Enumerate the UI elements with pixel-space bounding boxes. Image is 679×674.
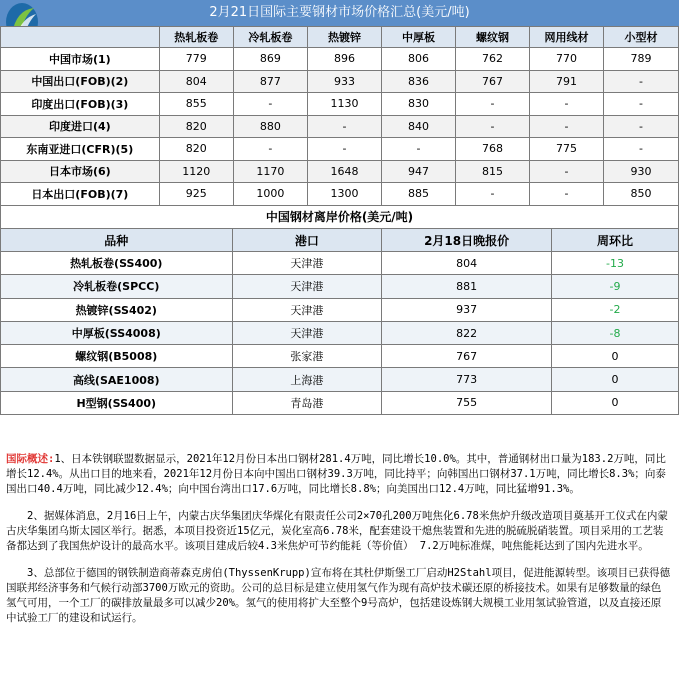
table-row bbox=[1, 298, 679, 321]
page-title: 2月21日国际主要钢材市场价格汇总(美元/吨) bbox=[209, 5, 470, 20]
price-cell: - bbox=[529, 160, 603, 183]
price-cell: - bbox=[456, 183, 530, 206]
price-cell: - bbox=[233, 93, 307, 116]
price-cell: 767 bbox=[456, 70, 530, 93]
quote-price: 881 bbox=[382, 275, 552, 298]
price-cell: 840 bbox=[382, 115, 456, 138]
price-cell: 947 bbox=[382, 160, 456, 183]
product-name: 螺纹钢(B5008) bbox=[1, 345, 233, 368]
product-name: 中厚板(SS4008) bbox=[1, 321, 233, 344]
column-header: 2月18日晚报价 bbox=[382, 229, 552, 252]
overview-paragraph-3 bbox=[6, 566, 671, 626]
price-cell: - bbox=[456, 93, 530, 116]
column-header: 热镀锌 bbox=[307, 27, 381, 48]
price-cell: 779 bbox=[159, 48, 233, 71]
column-header: 小型材 bbox=[603, 27, 678, 48]
market-overview bbox=[6, 452, 671, 638]
port: 天津港 bbox=[232, 252, 382, 275]
table-row bbox=[1, 252, 679, 275]
row-label: 印度出口(FOB)(3) bbox=[1, 93, 160, 116]
week-change: 0 bbox=[551, 391, 678, 414]
price-cell: 836 bbox=[382, 70, 456, 93]
column-header: 周环比 bbox=[551, 229, 678, 252]
row-label: 日本出口(FOB)(7) bbox=[1, 183, 160, 206]
column-header: 港口 bbox=[232, 229, 382, 252]
column-header: 螺纹钢 bbox=[456, 27, 530, 48]
quote-price: 822 bbox=[382, 321, 552, 344]
row-label: 中国出口(FOB)(2) bbox=[1, 70, 160, 93]
column-header: 冷轧板卷 bbox=[233, 27, 307, 48]
price-cell: 930 bbox=[603, 160, 678, 183]
week-change: -2 bbox=[551, 298, 678, 321]
port: 上海港 bbox=[232, 368, 382, 391]
price-cell: 791 bbox=[529, 70, 603, 93]
price-cell: 855 bbox=[159, 93, 233, 116]
offshore-price-section-title: 中国钢材离岸价格(美元/吨) bbox=[0, 206, 679, 228]
overview-paragraph-2 bbox=[6, 509, 671, 554]
price-cell: 762 bbox=[456, 48, 530, 71]
table-row bbox=[1, 115, 679, 138]
product-name: 热轧板卷(SS400) bbox=[1, 252, 233, 275]
column-header bbox=[1, 27, 160, 48]
price-cell: 1000 bbox=[233, 183, 307, 206]
price-cell: 1648 bbox=[307, 160, 381, 183]
product-name: H型钢(SS400) bbox=[1, 391, 233, 414]
overview-text-1: 1、日本铁钢联盟数据显示，2021年12月份日本出口钢材281.4万吨，同比增长10.0%。其中，普通钢材出口量为183.2万吨，同比增长12.4%。从出口目的地来看，2021年12月份日本向中国出口钢材39.3万吨，同比持平；向韩国出口钢材37.1万吨，同比增长8.3%；向泰国出口40.4万吨，同比减少12.4%；向中国台湾出口17.6万吨，同比增长8.8%；向美国出口12.4万吨，同比猛增91.3%。 bbox=[6, 453, 666, 495]
overview-label: 国际概述: bbox=[6, 453, 55, 465]
product-name: 热镀锌(SS402) bbox=[1, 298, 233, 321]
price-cell: 820 bbox=[159, 115, 233, 138]
port: 张家港 bbox=[232, 345, 382, 368]
price-cell: 815 bbox=[456, 160, 530, 183]
column-header: 热轧板卷 bbox=[159, 27, 233, 48]
price-cell: 768 bbox=[456, 138, 530, 161]
price-cell: - bbox=[529, 183, 603, 206]
column-header: 网用线材 bbox=[529, 27, 603, 48]
price-cell: - bbox=[456, 115, 530, 138]
table-row bbox=[1, 93, 679, 116]
column-header: 品种 bbox=[1, 229, 233, 252]
port: 天津港 bbox=[232, 298, 382, 321]
price-cell: - bbox=[603, 70, 678, 93]
price-cell: 775 bbox=[529, 138, 603, 161]
quote-price: 755 bbox=[382, 391, 552, 414]
quote-price: 937 bbox=[382, 298, 552, 321]
price-cell: - bbox=[603, 115, 678, 138]
price-cell: 1170 bbox=[233, 160, 307, 183]
product-name: 高线(SAE1008) bbox=[1, 368, 233, 391]
price-cell: 806 bbox=[382, 48, 456, 71]
price-cell: 869 bbox=[233, 48, 307, 71]
price-cell: 789 bbox=[603, 48, 678, 71]
price-cell: - bbox=[603, 138, 678, 161]
table-row bbox=[1, 391, 679, 414]
price-cell: - bbox=[307, 115, 381, 138]
price-cell: 820 bbox=[159, 138, 233, 161]
price-cell: - bbox=[603, 93, 678, 116]
product-name: 冷轧板卷(SPCC) bbox=[1, 275, 233, 298]
week-change: -8 bbox=[551, 321, 678, 344]
price-cell: 933 bbox=[307, 70, 381, 93]
table-header-row bbox=[1, 27, 679, 48]
quote-price: 767 bbox=[382, 345, 552, 368]
table-row bbox=[1, 183, 679, 206]
price-cell: 925 bbox=[159, 183, 233, 206]
price-cell: 896 bbox=[307, 48, 381, 71]
week-change: 0 bbox=[551, 368, 678, 391]
quote-price: 804 bbox=[382, 252, 552, 275]
row-label: 印度进口(4) bbox=[1, 115, 160, 138]
week-change: -9 bbox=[551, 275, 678, 298]
overview-paragraph-1 bbox=[6, 452, 671, 497]
week-change: -13 bbox=[551, 252, 678, 275]
price-cell: - bbox=[529, 115, 603, 138]
quote-price: 773 bbox=[382, 368, 552, 391]
international-price-table bbox=[0, 26, 679, 206]
price-cell: - bbox=[382, 138, 456, 161]
price-cell: 1130 bbox=[307, 93, 381, 116]
table-row bbox=[1, 368, 679, 391]
row-label: 东南亚进口(CFR)(5) bbox=[1, 138, 160, 161]
price-cell: 877 bbox=[233, 70, 307, 93]
price-cell: 830 bbox=[382, 93, 456, 116]
price-cell: 770 bbox=[529, 48, 603, 71]
column-header: 中厚板 bbox=[382, 27, 456, 48]
china-offshore-price-table bbox=[0, 228, 679, 415]
price-cell: - bbox=[529, 93, 603, 116]
price-cell: 804 bbox=[159, 70, 233, 93]
price-cell: 885 bbox=[382, 183, 456, 206]
table-row bbox=[1, 275, 679, 298]
price-cell: - bbox=[233, 138, 307, 161]
table-row bbox=[1, 345, 679, 368]
table-row bbox=[1, 160, 679, 183]
table-row bbox=[1, 321, 679, 344]
table-header-row bbox=[1, 229, 679, 252]
price-cell: 1300 bbox=[307, 183, 381, 206]
overview-text-2: 2、据媒体消息，2月16日上午，内蒙古庆华集团庆华煤化有限责任公司2×70孔200万吨焦化6.78米焦炉升级改造项目奠基开工仪式在内蒙古庆华集团乌斯太园区举行。据悉，本项目投资近15亿元，炭化室高6.78米，配套建设干熄焦装置和先进的脱硫脱硝装置。项目采用的工艺装备都达到了我国焦炉设计的最高水平。该项目建成后较4.3米焦炉可节约能耗（等价值） 7.2万吨标准煤，吨焦能耗达到了国内先进水平。 bbox=[6, 510, 668, 552]
row-label: 中国市场(1) bbox=[1, 48, 160, 71]
table-row bbox=[1, 70, 679, 93]
week-change: 0 bbox=[551, 345, 678, 368]
overview-text-3: 3、总部位于德国的钢铁制造商蒂森克虏伯(ThyssenKrupp)宣布将在其杜伊斯堡工厂启动H2Stahl项目，促进能源转型。该项目已获得德国联邦经济事务和气候行动部3700万欧元的资助。公司的总目标是建立使用氢气作为现有高炉技术碳还原的桥接技术。如果有足够数量的绿色氢气可用，一个工厂的碳排放量最多可以减少20%。氢气的使用将扩大至整个9号高炉，包括建设炼钢大规模工业用氢试验管道，以及直接还原中试验工厂的建设和试运行。 bbox=[6, 567, 671, 624]
port: 青岛港 bbox=[232, 391, 382, 414]
table-row bbox=[1, 48, 679, 71]
price-cell: 880 bbox=[233, 115, 307, 138]
price-cell: 1120 bbox=[159, 160, 233, 183]
port: 天津港 bbox=[232, 275, 382, 298]
price-cell: 850 bbox=[603, 183, 678, 206]
row-label: 日本市场(6) bbox=[1, 160, 160, 183]
port: 天津港 bbox=[232, 321, 382, 344]
price-cell: - bbox=[307, 138, 381, 161]
table-row bbox=[1, 138, 679, 161]
